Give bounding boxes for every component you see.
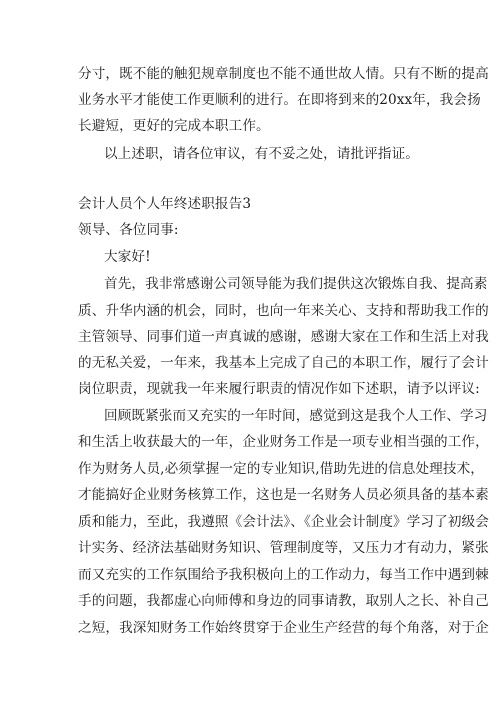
paragraph-line: 手的问题，我都虚心向师傅和身边的同事请教，取别人之长、补自己 [78, 593, 489, 609]
paragraph-line: 长避短，更好的完成本职工作。 [78, 118, 270, 134]
paragraph-line: 质、升华内涵的机会，同时，也向一年来关心、支持和帮助我工作的 [78, 303, 489, 319]
paragraph-line: 首先，我非常感谢公司领导能为我们提供这次锻炼自我、提高素 [104, 276, 488, 292]
paragraph-line: 主管领导、同事们道一声真诚的感谢，感谢大家在工作和生活上对我 [78, 329, 489, 345]
paragraph-line: 业务水平才能使工作更顺利的进行。在即将到来的20xx年，我会扬 [78, 92, 481, 108]
paragraph-line: 岗位职责，现就我一年来履行职责的情况作如下述职，请予以评议: [78, 381, 480, 397]
paragraph-line: 分寸，既不能的触犯规章制度也不能不通世故人情。只有不断的提高 [78, 66, 489, 82]
paragraph-line: 计实务、经济法基础财务知识、管理制度等，又压力才有动力，紧张 [78, 540, 489, 556]
paragraph-line: 以上述职，请各位审议，有不妥之处，请批评指证。 [104, 146, 419, 162]
paragraph-line: 的无私关爱，一年来，我基本上完成了自己的本职工作，履行了会计 [78, 355, 489, 371]
greeting: 大家好! [104, 249, 151, 265]
paragraph-line: 才能搞好企业财务核算工作，这也是一名财务人员必须具备的基本素 [78, 487, 489, 503]
paragraph-line: 作为财务人员,必须掌握一定的专业知识,借助先进的信息处理技术， [78, 461, 484, 477]
salutation: 领导、各位同事: [78, 222, 179, 238]
section-title: 会计人员个人年终述职报告3 [78, 196, 252, 212]
paragraph-line: 和生活上收获最大的一年，企业财务工作是一项专业相当强的工作， [78, 434, 489, 450]
paragraph-line: 而又充实的工作氛围给予我积极向上的工作动力，每当工作中遇到棘 [78, 567, 489, 583]
paragraph-line: 之短，我深知财务工作始终贯穿于企业生产经营的每个角落，对于企 [78, 620, 489, 636]
paragraph-line: 质和能力，至此，我遵照《会计法》、《企业会计制度》学习了初级会 [78, 514, 489, 530]
paragraph-line: 回顾既紧张而又充实的一年时间，感觉到这是我个人工作、学习 [104, 408, 488, 424]
